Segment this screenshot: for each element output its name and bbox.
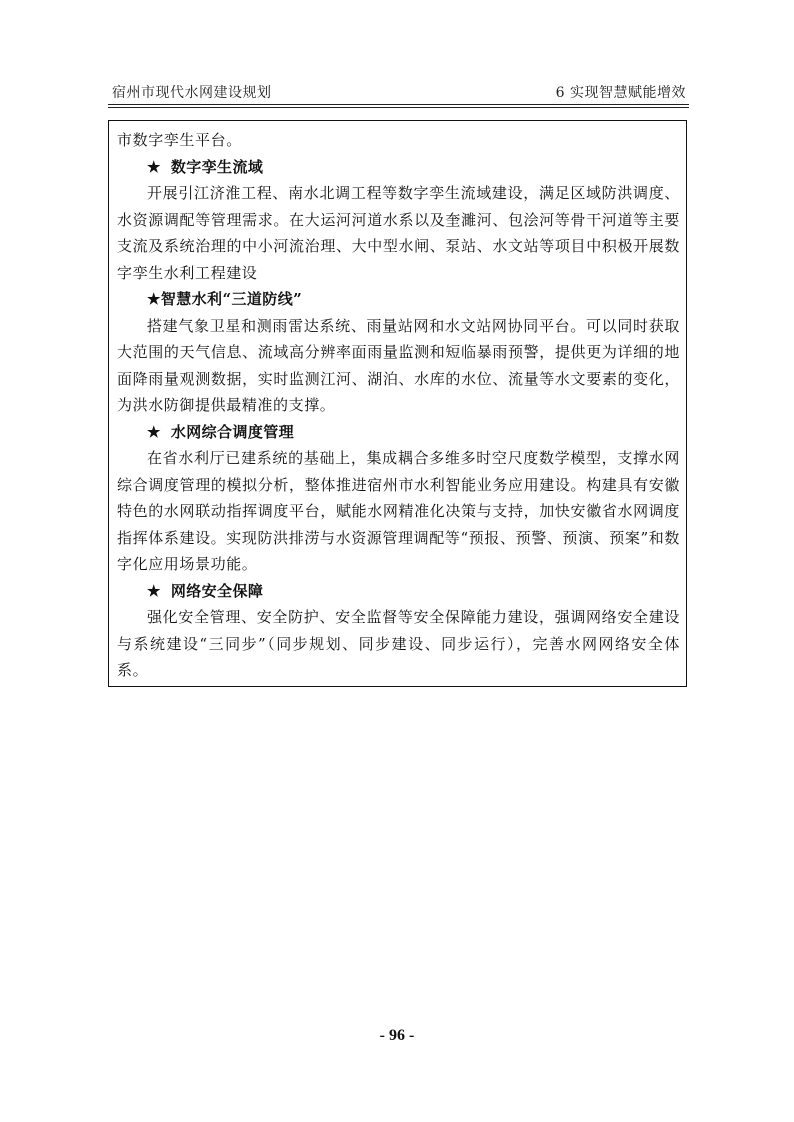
section-title: 智慧水利“三道防线”: [160, 290, 303, 308]
box-content: [117, 127, 680, 684]
page-number: - 96 -: [379, 1027, 415, 1044]
section-paragraph: 在省水利厅已建系统的基础上，集成耦合多维多时空尺度数学模型，支撑水网综合调度管理的模拟分析，整体推进宿州市水利智能业务应用建设。构建具有安徽特色的水网联动指挥调度平台，赋能水网精准化决策与支持，加快安徽省水网调度指挥体系建设。实现防洪排涝与水资源管理调配等“预报、预警、预演、预案”和数字化应用场景功能。: [117, 449, 680, 573]
content-box: [108, 120, 687, 687]
header-document-title: 宿州市现代水网建设规划: [112, 85, 272, 101]
header-rule-thin: [108, 107, 689, 108]
section-title: 网络安全保障: [170, 581, 264, 600]
section-title: 数字孪生流域: [170, 157, 264, 176]
header-chapter-title: 6 实现智慧赋能增效: [555, 85, 686, 101]
section-heading: [117, 578, 680, 605]
section-paragraph: 搭建气象卫星和测雨雷达系统、雨量站网和水文站网协同平台。可以同时获取大范围的天气信息、流域高分辨率面雨量监测和短临暴雨预警，提供更为详细的地面降雨量观测数据，实时监测江河、湖泊、水库的水位、流量等水文要素的变化，为洪水防御提供最精准的支撑。: [117, 316, 680, 414]
star-icon: ★: [147, 581, 161, 600]
section-title: 水网综合调度管理: [170, 422, 295, 441]
section-paragraph: 开展引江济淮工程、南水北调工程等数字孪生流域建设，满足区域防洪调度、水资源调配等管理需求。在大运河河道水系以及奎濉河、包浍河等骨干河道等主要支流及系统治理的中小河流治理、大中型水闸、泵站、水文站等项目中积极开展数字孪生水利工程建设: [117, 184, 680, 282]
section-heading: [117, 419, 680, 446]
section-paragraph: 强化安全管理、安全防护、安全监督等安全保障能力建设，强调网络安全建设与系统建设“三同步”（同步规划、同步建设、同步运行），完善水网网络安全体系。: [117, 608, 680, 679]
section-heading: [117, 286, 680, 313]
section-heading: [117, 154, 680, 181]
star-icon: ★: [147, 290, 161, 308]
intro-paragraph: 市数字孪生平台。: [117, 131, 242, 149]
header-rule-thick: [108, 104, 689, 105]
star-icon: ★: [147, 422, 161, 441]
page-header: [108, 80, 688, 102]
star-icon: ★: [147, 157, 161, 176]
